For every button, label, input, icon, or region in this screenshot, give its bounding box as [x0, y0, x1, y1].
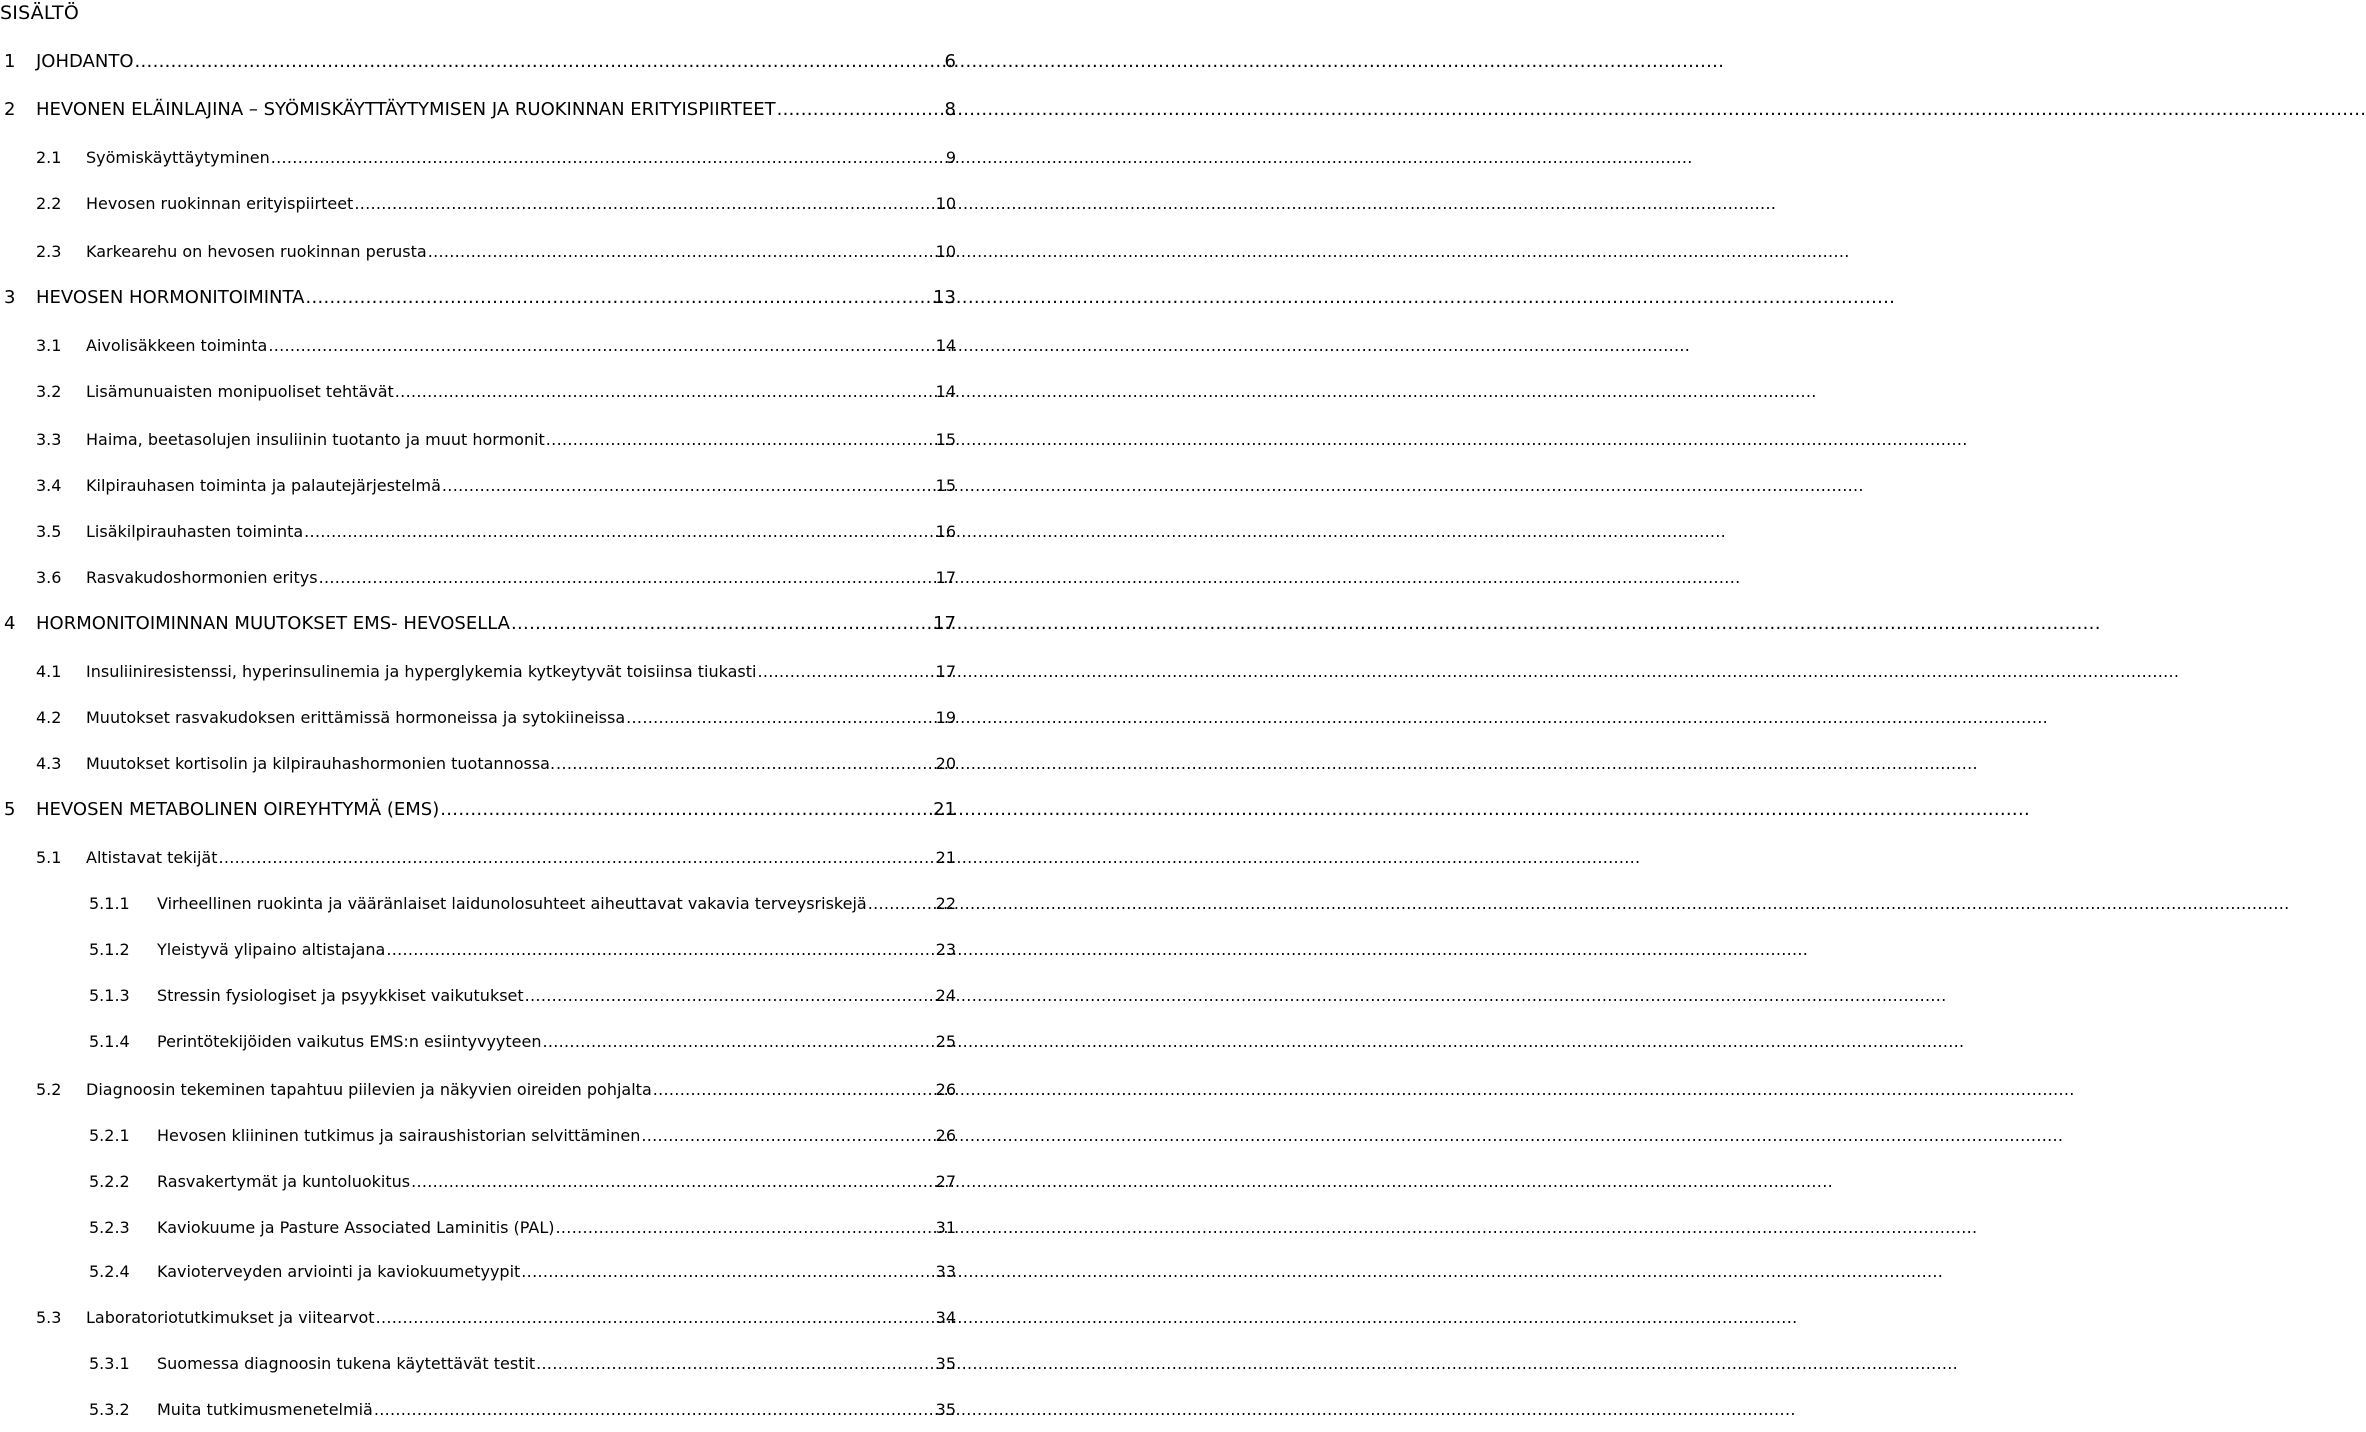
toc-entry-text: Kavioterveyden arviointi ja kaviokuumetyypit [157, 1262, 521, 1281]
toc-entry[interactable] [36, 146, 956, 170]
toc-entry-text: Aivolisäkkeen toiminta [86, 336, 268, 355]
toc-dot-leader [556, 1216, 935, 1240]
toc-entry-page: 17 [935, 662, 956, 681]
toc-dot-leader [386, 938, 934, 962]
toc-entry-number: 1 [4, 51, 16, 72]
toc-entry-text: Rasvakudoshormonien eritys [86, 568, 318, 587]
toc-dot-leader [521, 1260, 934, 1284]
toc-entry[interactable] [36, 1078, 956, 1102]
toc-dot-leader [525, 984, 935, 1008]
toc-entry-page: 10 [935, 194, 956, 213]
toc-title: SISÄLTÖ [0, 2, 80, 24]
toc-entry[interactable] [36, 660, 956, 684]
toc-entry[interactable] [36, 192, 956, 216]
toc-entry-number: 5.1.1 [89, 894, 130, 913]
toc-entry-text: Stressin fysiologiset ja psyykkiset vaikutukset [157, 986, 524, 1005]
toc-dot-leader [868, 892, 935, 916]
toc-entry-number: 2.1 [36, 148, 62, 167]
toc-entry-page: 15 [935, 430, 956, 449]
toc-entry[interactable] [89, 1216, 956, 1240]
toc-entry-number: 5.2.3 [89, 1218, 130, 1237]
toc-entry-page: 19 [935, 708, 956, 727]
toc-dot-leader [653, 1078, 935, 1102]
toc-entry-text: Insuliiniresistenssi, hyperinsulinemia ja hyperglykemia kytkeytyvät toisiinsa tiukasti [86, 662, 757, 681]
toc-dot-leader [135, 50, 944, 74]
toc-entry-page: 6 [944, 51, 956, 72]
toc-entry[interactable] [36, 566, 956, 590]
toc-entry-number: 5.1.4 [89, 1032, 130, 1051]
toc-entry-text: Perintötekijöiden vaikutus EMS:n esiintyvyyteen [157, 1032, 542, 1051]
toc-entry[interactable] [36, 334, 956, 358]
toc-dot-leader [268, 334, 934, 358]
toc-entry-text: Syömiskäyttäytyminen [86, 148, 270, 167]
toc-entry-page: 8 [944, 99, 956, 120]
toc-entry-number: 4.2 [36, 708, 62, 727]
toc-entry-text: Kilpirauhasen toiminta ja palautejärjestelmä [86, 476, 441, 495]
toc-entry-number: 2.3 [36, 242, 62, 261]
toc-dot-leader [641, 1124, 934, 1148]
toc-entry-text: Muutokset rasvakudoksen erittämissä hormoneissa ja sytokiineissa [86, 708, 626, 727]
toc-entry[interactable] [89, 984, 956, 1008]
toc-dot-leader [305, 286, 932, 310]
toc-entry-number: 5.3.2 [89, 1400, 130, 1419]
toc-dot-leader [354, 192, 934, 216]
toc-dot-leader [376, 1306, 935, 1330]
toc-entry-page: 35 [935, 1400, 956, 1419]
toc-entry[interactable] [89, 1260, 956, 1284]
toc-dot-leader [440, 798, 932, 822]
toc-entry-number: 5 [4, 799, 16, 820]
toc-entry-number: 5.1 [36, 848, 62, 867]
toc-entry[interactable] [4, 286, 956, 310]
toc-entry-number: 5.2 [36, 1080, 62, 1099]
toc-entry-text: JOHDANTO [36, 51, 134, 72]
toc-entry-page: 14 [935, 336, 956, 355]
toc-entry-text: Lisäkilpirauhasten toiminta [86, 522, 304, 541]
toc-dot-leader [626, 706, 934, 730]
toc-entry[interactable] [36, 240, 956, 264]
toc-entry-number: 2.2 [36, 194, 62, 213]
toc-entry-number: 5.2.2 [89, 1172, 130, 1191]
toc-entry[interactable] [89, 1124, 956, 1148]
toc-entry-number: 5.3 [36, 1308, 62, 1327]
toc-entry[interactable] [4, 798, 956, 822]
toc-entry-number: 5.2.4 [89, 1262, 130, 1281]
toc-entry[interactable] [36, 752, 956, 776]
toc-dot-leader [219, 846, 935, 870]
toc-entry[interactable] [89, 1030, 956, 1054]
toc-entry-number: 5.1.2 [89, 940, 130, 959]
toc-entry-text: Diagnoosin tekeminen tapahtuu piilevien ja näkyvien oireiden pohjalta [86, 1080, 652, 1099]
toc-entry-text: HEVOSEN METABOLINEN OIREYHTYMÄ (EMS) [36, 799, 440, 820]
toc-dot-leader [543, 1030, 935, 1054]
toc-entry-number: 3.4 [36, 476, 62, 495]
toc-entry-text: Hevosen kliininen tutkimus ja sairaushistorian selvittäminen [157, 1126, 641, 1145]
toc-entry-page: 16 [935, 522, 956, 541]
toc-entry-text: Karkearehu on hevosen ruokinnan perusta [86, 242, 427, 261]
toc-entry-number: 3.1 [36, 336, 62, 355]
toc-entry-page: 31 [935, 1218, 956, 1237]
toc-dot-leader [304, 520, 934, 544]
toc-entry-number: 2 [4, 99, 16, 120]
toc-dot-leader [757, 660, 934, 684]
toc-entry-text: Yleistyvä ylipaino altistajana [157, 940, 386, 959]
toc-entry-page: 17 [933, 613, 956, 634]
toc-dot-leader [536, 1352, 934, 1376]
toc-entry-page: 34 [935, 1308, 956, 1327]
toc-dot-leader [546, 428, 935, 452]
toc-entry[interactable] [36, 1306, 956, 1330]
toc-entry-text: Rasvakertymät ja kuntoluokitus [157, 1172, 411, 1191]
toc-dot-leader [271, 146, 945, 170]
toc-dot-leader [511, 612, 932, 636]
toc-entry[interactable] [89, 1398, 956, 1422]
toc-entry-text: HORMONITOIMINNAN MUUTOKSET EMS- HEVOSELLA [36, 613, 510, 634]
toc-entry-page: 9 [945, 148, 956, 167]
toc-entry[interactable] [89, 1352, 956, 1376]
toc-entry[interactable] [36, 474, 956, 498]
toc-dot-leader [319, 566, 935, 590]
toc-entry[interactable] [89, 1170, 956, 1194]
toc-entry-text: Virheellinen ruokinta ja vääränlaiset laidunolosuhteet aiheuttavat vakavia terveysriskejä [157, 894, 867, 913]
toc-entry-number: 3 [4, 287, 16, 308]
toc-entry-page: 26 [935, 1080, 956, 1099]
toc-entry-number: 3.6 [36, 568, 62, 587]
toc-entry-page: 26 [935, 1126, 956, 1145]
toc-entry-text: Hevosen ruokinnan erityispiirteet [86, 194, 354, 213]
toc-dot-leader [777, 98, 944, 122]
toc-entry-page: 35 [935, 1354, 956, 1373]
toc-entry-page: 21 [935, 848, 956, 867]
toc-dot-leader [556, 752, 935, 776]
toc-dot-leader [395, 380, 935, 404]
toc-dot-leader [428, 240, 935, 264]
toc-entry[interactable] [36, 706, 956, 730]
toc-entry-page: 10 [935, 242, 956, 261]
toc-entry-page: 15 [935, 476, 956, 495]
toc-entry-page: 25 [935, 1032, 956, 1051]
toc-entry-page: 27 [935, 1172, 956, 1191]
toc-entry[interactable] [36, 380, 956, 404]
toc-entry-number: 5.2.1 [89, 1126, 130, 1145]
toc-entry-page: 20 [935, 754, 956, 773]
toc-entry-page: 13 [933, 287, 956, 308]
toc-entry-text: Haima, beetasolujen insuliinin tuotanto ja muut hormonit [86, 430, 545, 449]
toc-entry-number: 3.5 [36, 522, 62, 541]
toc-entry-text: Altistavat tekijät [86, 848, 218, 867]
toc-entry-text: HEVOSEN HORMONITOIMINTA [36, 287, 305, 308]
toc-entry-number: 3.3 [36, 430, 62, 449]
toc-entry-page: 22 [935, 894, 956, 913]
toc-entry-text: Kaviokuume ja Pasture Associated Laminitis (PAL) [157, 1218, 555, 1237]
toc-entry-page: 17 [935, 568, 956, 587]
toc-entry-text: Laboratoriotutkimukset ja viitearvot [86, 1308, 375, 1327]
toc-entry[interactable] [36, 520, 956, 544]
toc-entry[interactable] [36, 846, 956, 870]
toc-entry-text: Lisämunuaisten monipuoliset tehtävät [86, 382, 394, 401]
toc-entry-text: Muutokset kortisolin ja kilpirauhashormonien tuotannossa. [86, 754, 556, 773]
toc-entry[interactable] [89, 938, 956, 962]
toc-entry[interactable] [89, 892, 956, 916]
toc-entry-page: 24 [935, 986, 956, 1005]
toc-dot-leader [411, 1170, 935, 1194]
toc-entry[interactable] [4, 50, 956, 74]
toc-entry-text: Suomessa diagnoosin tukena käytettävät testit [157, 1354, 536, 1373]
toc-entry-page: 21 [933, 799, 956, 820]
toc-entry[interactable] [36, 428, 956, 452]
toc-entry-page: 33 [935, 1262, 956, 1281]
toc-entry-number: 5.3.1 [89, 1354, 130, 1373]
toc-list [0, 0, 960, 1432]
toc-entry-number: 4 [4, 613, 16, 634]
toc-entry-number: 3.2 [36, 382, 62, 401]
toc-entry-page: 14 [935, 382, 956, 401]
toc-entry-number: 4.1 [36, 662, 62, 681]
toc-entry-page: 23 [935, 940, 956, 959]
toc-entry-number: 5.1.3 [89, 986, 130, 1005]
toc-dot-leader [374, 1398, 935, 1422]
toc-entry-text: HEVONEN ELÄINLAJINA – SYÖMISKÄYTTÄYTYMISEN JA RUOKINNAN ERITYISPIIRTEET [36, 99, 776, 120]
toc-entry[interactable] [4, 98, 956, 122]
toc-entry[interactable] [4, 612, 956, 636]
toc-dot-leader [442, 474, 935, 498]
toc-entry-number: 4.3 [36, 754, 62, 773]
toc-entry-text: Muita tutkimusmenetelmiä [157, 1400, 373, 1419]
